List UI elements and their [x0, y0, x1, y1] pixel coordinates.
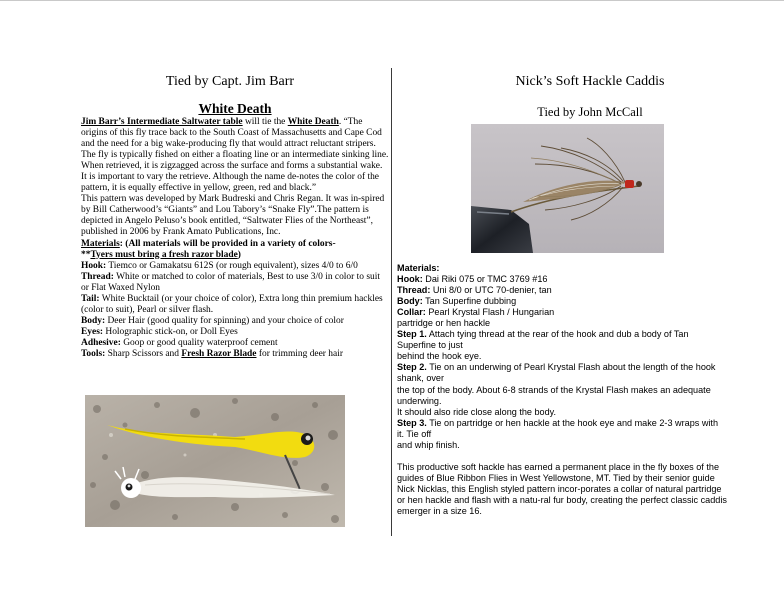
- paragraph-gap: [397, 451, 727, 462]
- left-body-text: [81, 117, 389, 360]
- left-pattern-title: White Death: [198, 101, 272, 116]
- left-byline: Tied by Capt. Jim Barr: [165, 74, 295, 89]
- recipe-thread: Thread: Uni 8/0 or UTC 70-denier, tan: [397, 285, 552, 296]
- recipe-body: Body: Deer Hair (good quality for spinning) and your choice of color: [81, 315, 344, 326]
- right-pattern-title: Nick’s Soft Hackle Caddis: [515, 74, 665, 89]
- column-divider: [391, 68, 392, 536]
- step-2: Step 2. Tie on an underwing of Pearl Krystal Flash about the length of the hook shank, over: [397, 362, 716, 384]
- recipe-collar-cont: partridge or hen hackle: [397, 318, 491, 329]
- step-1-cont: behind the hook eye.: [397, 351, 482, 362]
- razor-notice: **Tyers must bring a fresh razor blade): [81, 249, 241, 260]
- page-top-rule: [0, 0, 784, 1]
- white-death-intro: Jim Barr’s Intermediate Saltwater table will tie the White Death. “The origins of this fly trace back to the South Coast of Massachusetts and Cape Cod and the need for a big wake-producing fly that would attract reluctant stripers. The fly is typically fished on either a floating line or an intermediate sinking line. When retrieved, it is zigzagged across the surface and forms a substantial wake. It is important to vary the retrieve. Although the name de-notes the color of the pattern, it is equally effective in yellow, green, red and black.”: [81, 117, 389, 194]
- recipe-tools: Tools: Sharp Scissors and Fresh Razor Blade for trimming deer hair: [81, 348, 343, 359]
- step-2-cont: the top of the body. About 6-8 strands of the Krystal Flash makes an adequate underwing. It should also ride close along the body.: [397, 384, 711, 417]
- step-3-cont: and whip finish.: [397, 439, 460, 450]
- recipe-thread: Thread: White or matched to color of materials, Best to use 3/0 in color to suit or Flat Waxed Nylon: [81, 271, 380, 293]
- right-body-text: [397, 263, 727, 517]
- pattern-history: This pattern was developed by Mark Budreski and Chris Regan. It was in-spired by Bill Catherwood’s “Giants” and Lou Tabory’s “Snake Fly”.The pattern is depicted in Angelo Peluso’s book entitled, “Saltwater Flies of the Northeast”, published in 2006 by Frank Amato Publications, Inc.: [81, 194, 385, 238]
- pattern-name-inline: White Death: [287, 117, 339, 127]
- recipe-tail: Tail: White Bucktail (or your choice of color), Extra long thin premium hackles (color to suit), Pearl or silver flash.: [81, 293, 383, 315]
- recipe-hook: Hook: Dai Riki 075 or TMC 3769 #16: [397, 274, 548, 285]
- recipe-collar: Collar: Pearl Krystal Flash / Hungarian: [397, 307, 555, 318]
- materials-label: Materials: [81, 238, 120, 249]
- recipe-adhesive: Adhesive: Goop or good quality waterproof cement: [81, 337, 278, 348]
- soft-hackle-caddis-photo: [471, 124, 664, 253]
- right-byline: Tied by John McCall: [537, 105, 643, 119]
- white-death-fly-photo: [85, 395, 345, 527]
- materials-notice: Materials: (All materials will be provided in a variety of colors-: [81, 238, 336, 249]
- materials-heading: Materials:: [397, 263, 440, 273]
- step-1: Step 1. Attach tying thread at the rear of the hook and dub a body of Tan Superfine to just: [397, 329, 689, 351]
- recipe-body: Body: Tan Superfine dubbing: [397, 296, 517, 307]
- caddis-description: This productive soft hackle has earned a permanent place in the fly boxes of the guides of Blue Ribbon Flies in West Yellowstone, MT. Tied by their senior guide Nick Nicklas, this English styled pattern incor-porates a collar of natural partridge or hen hackle and flash with a natu-ral fur body, creating the perfect classic caddis emerger in a size 16.: [397, 461, 727, 516]
- recipe-eyes: Eyes: Holographic stick-on, or Doll Eyes: [81, 326, 238, 337]
- recipe-hook: Hook: Tiemco or Gamakatsu 612S (or rough equivalent), sizes 4/0 to 6/0: [81, 260, 358, 271]
- class-table-link[interactable]: Jim Barr’s Intermediate Saltwater table: [81, 117, 243, 127]
- step-3: Step 3. Tie on partridge or hen hackle at the hook eye and make 2-3 wraps with it. Tie off: [397, 417, 718, 439]
